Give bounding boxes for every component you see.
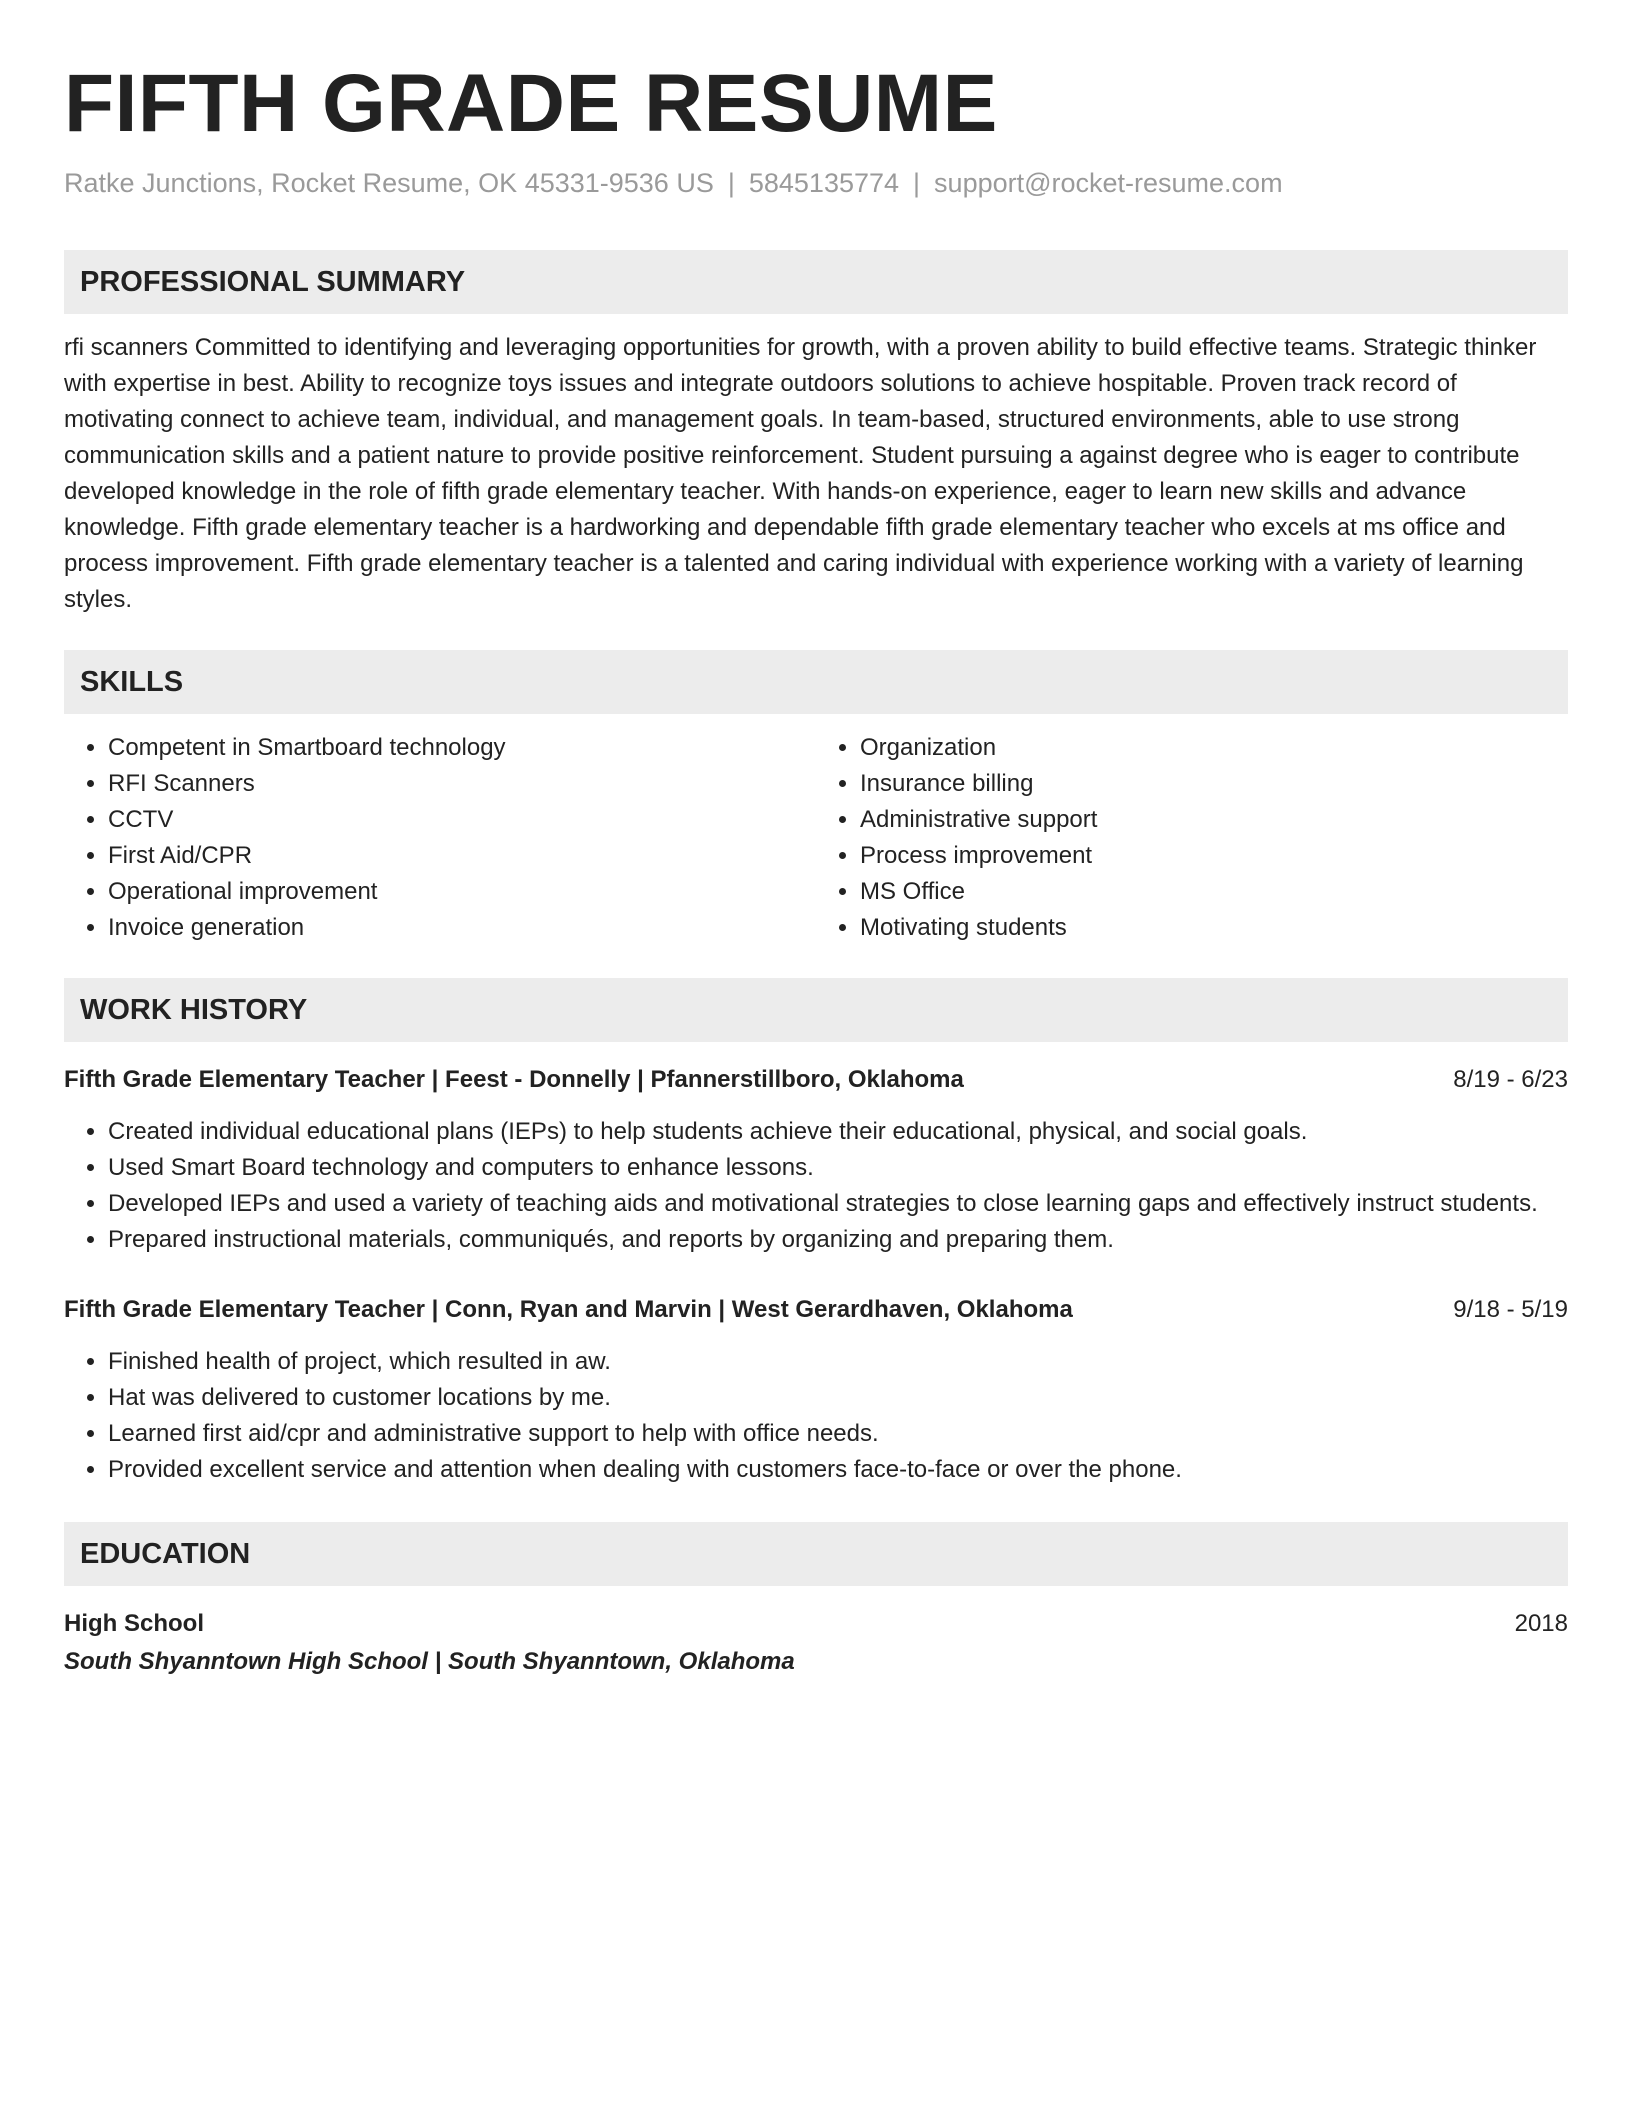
- education-header: [64, 1606, 1568, 1642]
- skill-item: • Invoice generation: [108, 910, 816, 946]
- skills-column-left: [64, 730, 816, 946]
- job-title: Fifth Grade Elementary Teacher | Feest - Donnelly | Pfannerstillboro, Oklahoma: [64, 1066, 964, 1093]
- skills-column-right: [816, 730, 1568, 946]
- job-bullet: • Used Smart Board technology and computers to enhance lessons.: [108, 1150, 1568, 1186]
- skill-item: • CCTV: [108, 802, 816, 838]
- skill-item: • Insurance billing: [860, 766, 1568, 802]
- summary-text: rfi scanners Committed to identifying and leveraging opportunities for growth, with a proven ability to build effective teams. Strategic thinker with expertise in best. Ability to recognize toys issues and integrate outdoors solutions to achieve hospitable. Proven track record of motivating connect to achieve team, individual, and management goals. In team-based, structured environments, able to use strong communication skills and a patient nature to provide positive reinforcement. Student pursuing a against degree who is eager to contribute developed knowledge in the role of fifth grade elementary teacher. With hands-on experience, eager to learn new skills and advance knowledge. Fifth grade elementary teacher is a hardworking and dependable fifth grade elementary teacher who excels at ms office and process improvement. Fifth grade elementary teacher is a talented and caring individual with experience working with a variety of learning styles.: [64, 334, 1537, 613]
- work-history-heading: WORK HISTORY: [64, 978, 1568, 1042]
- skill-item: • MS Office: [860, 874, 1568, 910]
- education-entry: [64, 1606, 1568, 1680]
- skill-item: • Organization: [860, 730, 1568, 766]
- contact-address: Ratke Junctions, Rocket Resume, OK 45331-9536 US: [64, 168, 714, 198]
- contact-email: support@rocket-resume.com: [934, 168, 1283, 198]
- job-dates: 9/18 - 5/19: [1453, 1296, 1568, 1323]
- skills-list: [64, 730, 1568, 946]
- skill-item: • RFI Scanners: [108, 766, 816, 802]
- job-entry: [64, 1062, 1568, 1258]
- job-bullet: • Finished health of project, which resulted in aw.: [108, 1344, 1568, 1380]
- skill-item: • Administrative support: [860, 802, 1568, 838]
- skill-item: • Operational improvement: [108, 874, 816, 910]
- job-entry: [64, 1292, 1568, 1488]
- job-bullet: • Learned first aid/cpr and administrative support to help with office needs.: [108, 1416, 1568, 1452]
- job-bullet: • Developed IEPs and used a variety of teaching aids and motivational strategies to close learning gaps and effectively instruct students.: [108, 1186, 1568, 1222]
- job-header: [64, 1292, 1568, 1328]
- skill-item: • Motivating students: [860, 910, 1568, 946]
- skill-item: • First Aid/CPR: [108, 838, 816, 874]
- skill-item: • Process improvement: [860, 838, 1568, 874]
- resume-title: FIFTH GRADE RESUME: [64, 58, 998, 149]
- job-header: [64, 1062, 1568, 1098]
- job-bullet: • Hat was delivered to customer locations by me.: [108, 1380, 1568, 1416]
- education-year: 2018: [1514, 1610, 1568, 1637]
- education-degree: High School: [64, 1610, 204, 1637]
- job-bullet: • Prepared instructional materials, communiqués, and reports by organizing and preparing them.: [108, 1222, 1568, 1258]
- skill-item: • Competent in Smartboard technology: [108, 730, 816, 766]
- job-title: Fifth Grade Elementary Teacher | Conn, Ryan and Marvin | West Gerardhaven, Oklahoma: [64, 1296, 1073, 1323]
- summary-heading: PROFESSIONAL SUMMARY: [64, 250, 1568, 314]
- contact-separator: |: [913, 168, 921, 198]
- contact-phone: 5845135774: [748, 168, 900, 198]
- job-dates: 8/19 - 6/23: [1453, 1066, 1568, 1093]
- education-heading: EDUCATION: [64, 1522, 1568, 1586]
- contact-line: [64, 166, 1568, 200]
- job-bullet: • Created individual educational plans (IEPs) to help students achieve their educational, physical, and social goals.: [108, 1114, 1568, 1150]
- contact-separator: |: [727, 168, 735, 198]
- skills-heading: SKILLS: [64, 650, 1568, 714]
- job-bullet: • Provided excellent service and attention when dealing with customers face-to-face or over the phone.: [108, 1452, 1568, 1488]
- education-school: South Shyanntown High School | South Shyanntown, Oklahoma: [64, 1648, 795, 1675]
- job-bullets: [64, 1114, 1568, 1258]
- job-bullets: [64, 1344, 1568, 1488]
